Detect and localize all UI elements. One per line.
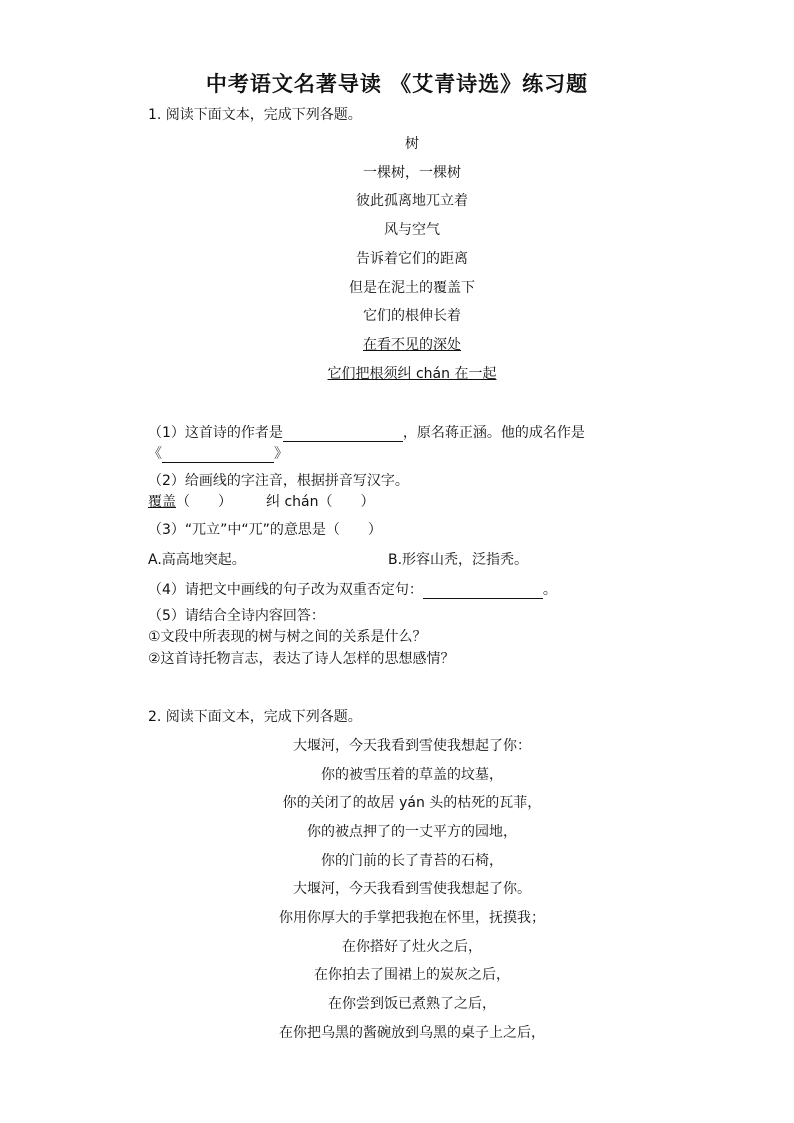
poem-line: 告诉着它们的距离 bbox=[356, 251, 468, 267]
word-jiuchan: 纠 chán bbox=[266, 494, 319, 510]
page-title: 中考语文名著导读 《艾青诗选》练习题 bbox=[205, 72, 589, 96]
sub1-text-d: 》 bbox=[274, 446, 288, 462]
poem-underlined-line bbox=[0, 334, 794, 354]
poem2-line: 在你把乌黑的酱碗放到乌黑的桌子上之后， bbox=[279, 1025, 545, 1041]
sub-question-4 bbox=[148, 579, 557, 599]
sub-question-2: （2）给画线的字注音，根据拼音写汉字。 bbox=[148, 473, 409, 489]
option-b[interactable]: B.形容山秃，泛指秃。 bbox=[388, 552, 529, 568]
work-answer-blank[interactable] bbox=[162, 447, 274, 463]
poem-line: 它们的根伸长着 bbox=[363, 308, 461, 324]
sub1-text-b: ，原名蒋正涵。他的成名作是 bbox=[402, 425, 585, 441]
sub-question-3: （3）“兀立”中“兀”的意思是（ ） bbox=[148, 522, 382, 538]
hanzi-answer-paren[interactable]: （ ） bbox=[318, 494, 375, 510]
rewrite-answer-blank[interactable] bbox=[423, 583, 543, 599]
poem-line: 风与空气 bbox=[384, 222, 440, 238]
sub4-text-b: 。 bbox=[542, 582, 557, 598]
poem2-line: 你用你厚大的手掌把我抱在怀里，抚摸我； bbox=[279, 910, 545, 926]
sub-question-5-part1: ①文段中所表现的树与树之间的关系是什么？ bbox=[148, 629, 427, 645]
poem-underlined-line bbox=[0, 363, 794, 383]
word-fugai: 覆盖 bbox=[148, 494, 176, 510]
q2-intro: 2. 阅读下面文本，完成下列各题。 bbox=[148, 709, 362, 725]
sub-question-5: （5）请结合全诗内容回答： bbox=[148, 608, 325, 624]
poem-line: 但是在泥土的覆盖下 bbox=[349, 280, 475, 296]
poem-title: 树 bbox=[405, 136, 419, 152]
poem2-line: 你的门前的长了青苔的石椅， bbox=[321, 853, 503, 869]
poem2-line: 你的被点押了的一丈平方的园地， bbox=[307, 824, 517, 840]
poem2-line: 在你拍去了围裙上的炭灰之后， bbox=[314, 967, 510, 983]
poem2-line: 大堰河，今天我看到雪使我想起了你： bbox=[293, 738, 531, 754]
sub-question-1-cont bbox=[148, 443, 288, 463]
pinyin-answer-paren[interactable]: （ ） bbox=[176, 494, 232, 510]
sub-question-1 bbox=[148, 422, 585, 442]
sub-question-2-answers bbox=[148, 491, 374, 511]
underlined-text: 它们把根须纠 chán 在一起 bbox=[327, 366, 497, 382]
poem2-line: 你的关闭了的故居 yán 头的枯死的瓦菲， bbox=[282, 795, 542, 811]
underlined-text: 在看不见的深处 bbox=[363, 337, 461, 353]
option-a[interactable]: A.高高地突起。 bbox=[148, 552, 246, 568]
q1-intro: 1. 阅读下面文本，完成下列各题。 bbox=[148, 107, 362, 123]
poem2-line: 在你搭好了灶火之后， bbox=[342, 939, 482, 955]
sub-question-5-part2: ②这首诗托物言志，表达了诗人怎样的思想感情？ bbox=[148, 651, 455, 667]
sub1-text-c: 《 bbox=[148, 446, 162, 462]
sub4-text-a: （4）请把文中画线的句子改为双重否定句： bbox=[148, 582, 423, 598]
author-answer-blank[interactable] bbox=[283, 426, 403, 442]
sub1-text-a: （1）这首诗的作者是 bbox=[148, 425, 283, 441]
poem2-line: 你的被雪压着的草盖的坟墓， bbox=[321, 767, 503, 783]
poem-line: 彼此孤离地兀立着 bbox=[356, 193, 468, 209]
poem-line: 一棵树，一棵树 bbox=[363, 165, 461, 181]
poem2-line: 大堰河，今天我看到雪使我想起了你。 bbox=[293, 881, 531, 897]
poem2-line: 在你尝到饭已煮熟了之后， bbox=[328, 996, 496, 1012]
